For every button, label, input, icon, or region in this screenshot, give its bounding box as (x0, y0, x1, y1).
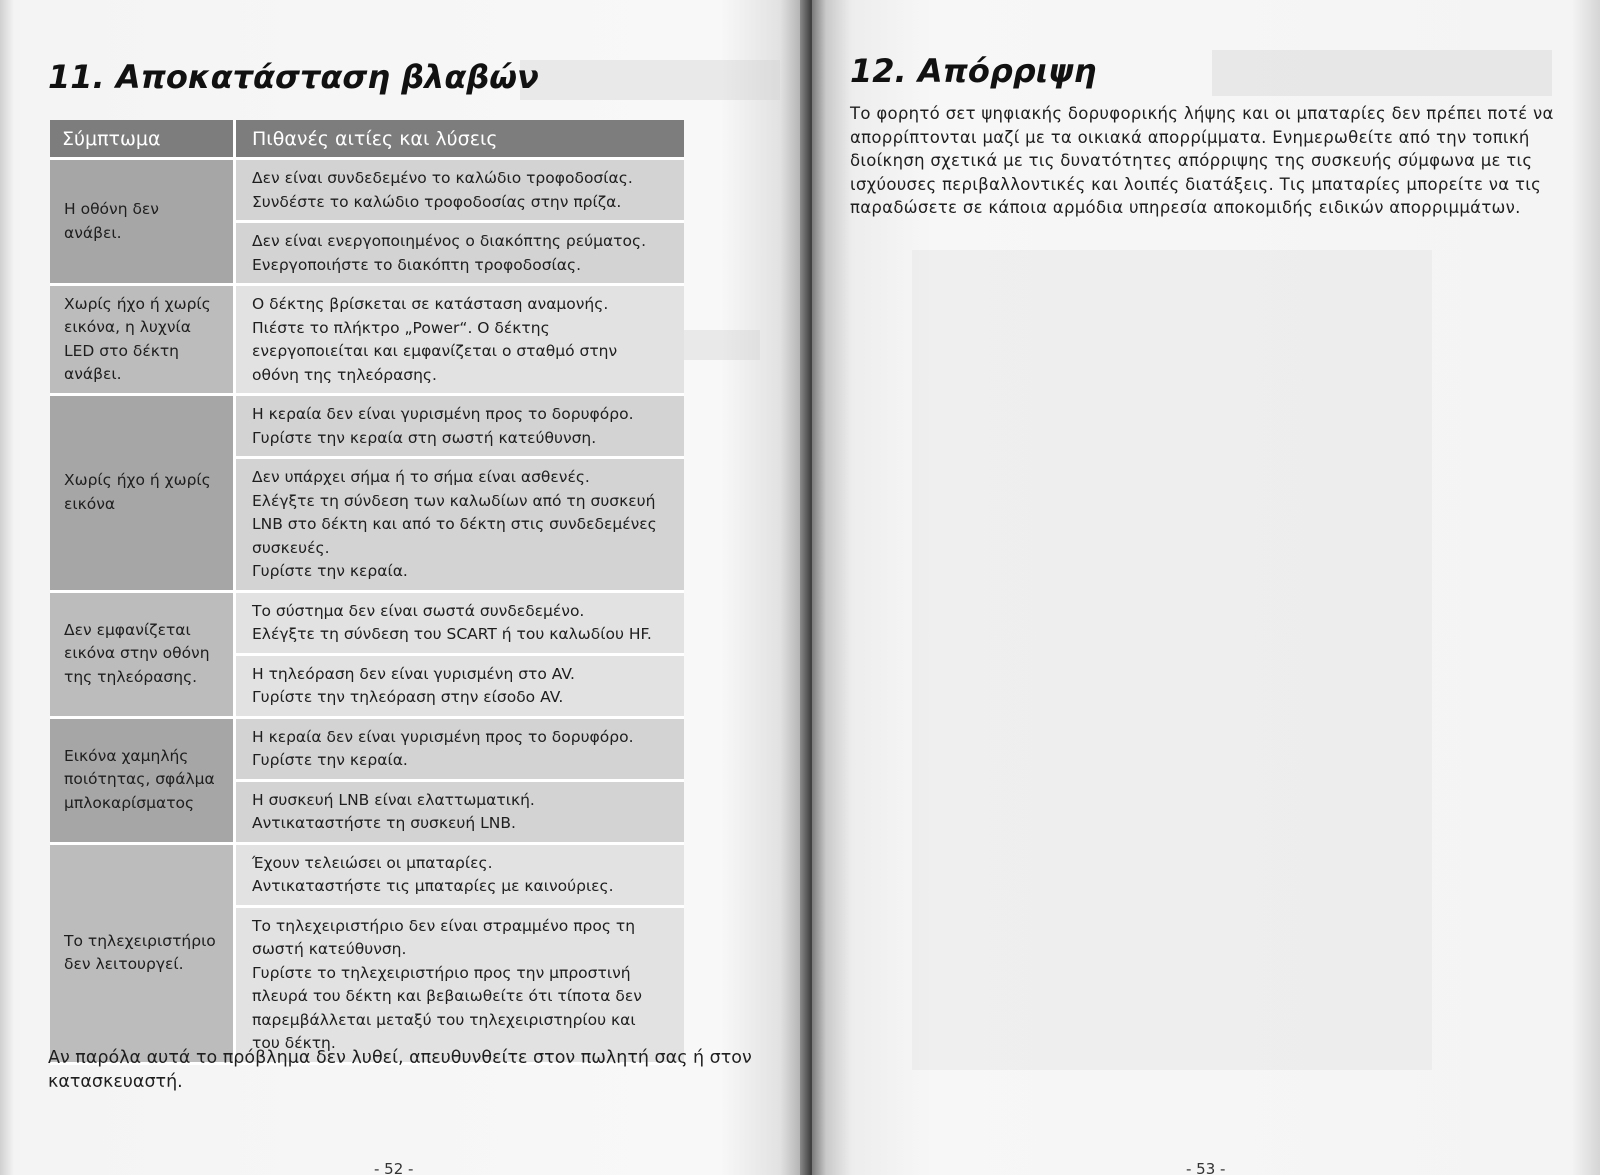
solution-cell (236, 845, 684, 908)
footer-note: Αν παρόλα αυτά το πρόβλημα δεν λυθεί, απευθυνθείτε στον πωλητή σας ή στον κατασκευαστή. (48, 1048, 752, 1092)
cause-text: Η κεραία δεν είναι γυρισμένη προς το δορυφόρο. (252, 405, 634, 423)
solution-cell (236, 908, 684, 1065)
symptom-cell: Χωρίς ήχο ή χωρίς εικόνα (50, 396, 236, 593)
show-through-shadow (1212, 50, 1552, 96)
symptom-cell: Δεν εμφανίζεται εικόνα στην οθόνη της τηλεόρασης. (50, 593, 236, 719)
remedy-text: Ελέγξτε τη σύνδεση του SCART ή του καλωδίου HF. (252, 625, 652, 643)
remedy-text: Γυρίστε την κεραία. (252, 751, 408, 769)
solution-cell (236, 656, 684, 719)
page-heading: 12. Απόρριψη (850, 52, 1097, 90)
symptom-cell: Εικόνα χαμηλής ποιότητας, σφάλμα μπλοκαρίσματος (50, 719, 236, 845)
table-header-row (50, 120, 684, 160)
right-page (812, 0, 1600, 1175)
solution-cell (236, 223, 684, 286)
table-row (50, 845, 684, 908)
solution-cell (236, 719, 684, 782)
symptom-cell: Το τηλεχειριστήριο δεν λειτουργεί. (50, 845, 236, 1065)
show-through-shadow (520, 60, 780, 100)
column-header-causes: Πιθανές αιτίες και λύσεις (236, 120, 684, 160)
disposal-paragraph: Το φορητό σετ ψηφιακής δορυφορικής λήψης και οι μπαταρίες δεν πρέπει ποτέ να απορρίπτονται μαζί με τα οικιακά απορρίμματα. Ενημερωθείτε από την τοπική διοίκηση σχετικά με τις δυνατότητες απόρριψης της συσκευής σύμφωνα με τις ισχύουσες περιβαλλοντικές και λοιπές διατάξεις. Τις μπαταρίες μπορείτε να τις παραδώσετε σε κάποια αρμόδια υπηρεσία αποκομιδής ειδικών απορριμμάτων. (850, 104, 1554, 217)
solution-cell (236, 782, 684, 845)
table-row (50, 396, 684, 459)
column-header-symptom: Σύμπτωμα (50, 120, 236, 160)
remedy-text: Αντικαταστήστε τη συσκευή LNB. (252, 814, 516, 832)
remedy-text: Πιέστε το πλήκτρο „Power“. Ο δέκτης ενεργοποιείται και εμφανίζεται ο σταθμό στην οθόνη της τηλεόρασης. (252, 318, 618, 384)
table-row (50, 286, 684, 396)
remedy-text: Αντικαταστήστε τις μπαταρίες με καινούριες. (252, 877, 614, 895)
show-through-shadow (912, 250, 1432, 1070)
remedy-text: Συνδέστε το καλώδιο τροφοδοσίας στην πρίζα. (252, 192, 622, 211)
page-heading: 11. Αποκατάσταση βλαβών (48, 58, 539, 96)
cause-text: Δεν υπάρχει σήμα ή το σήμα είναι ασθενές. (252, 468, 590, 486)
page-number: - 52 - (374, 1160, 414, 1175)
cause-text: Δεν είναι ενεργοποιημένος ο διακόπτης ρεύματος. (252, 232, 647, 250)
solution-cell (236, 593, 684, 656)
remedy-text: Γυρίστε την κεραία στη σωστή κατεύθυνση. (252, 428, 597, 447)
remedy-text: Γυρίστε την κεραία. (252, 562, 408, 580)
symptom-cell: Χωρίς ήχο ή χωρίς εικόνα, η λυχνία LED στο δέκτη ανάβει. (50, 286, 236, 396)
remedy-text: Γυρίστε το τηλεχειριστήριο προς την μπροστινή πλευρά του δέκτη και βεβαιωθείτε ότι τίποτα δεν παρεμβάλλεται μεταξύ του τηλεχειριστηρίου και του δέκτη. (252, 963, 642, 1052)
remedy-text: Ενεργοποιήστε το διακόπτη τροφοδοσίας. (252, 255, 582, 274)
solution-cell (236, 396, 684, 459)
remedy-text: Γυρίστε την τηλεόραση στην είσοδο AV. (252, 688, 564, 706)
solution-cell (236, 160, 684, 223)
cause-text: Το σύστημα δεν είναι σωστά συνδεδεμένο. (252, 601, 585, 620)
cause-text: Έχουν τελειώσει οι μπαταρίες. (252, 853, 493, 872)
cause-text: Η τηλεόραση δεν είναι γυρισμένη στο AV. (252, 664, 575, 683)
cause-text: Η συσκευή LNB είναι ελαττωματική. (252, 790, 535, 809)
troubleshooting-table (50, 120, 684, 1065)
remedy-text: Ελέγξτε τη σύνδεση των καλωδίων από τη συσκευή LNB στο δέκτη και από το δέκτη στις συνδεδεμένες συσκευές. (252, 491, 657, 557)
page-number: - 53 - (1186, 1160, 1226, 1175)
solution-cell (236, 459, 684, 593)
table-row (50, 593, 684, 656)
table-row (50, 719, 684, 782)
symptom-cell: Η οθόνη δεν ανάβει. (50, 160, 236, 286)
solution-cell (236, 286, 684, 396)
cause-text: Η κεραία δεν είναι γυρισμένη προς το δορυφόρο. (252, 727, 634, 746)
cause-text: Το τηλεχειριστήριο δεν είναι στραμμένο προς τη σωστή κατεύθυνση. (252, 916, 636, 958)
table-row (50, 160, 684, 223)
cause-text: Δεν είναι συνδεδεμένο το καλώδιο τροφοδοσίας. (252, 169, 633, 187)
cause-text: Ο δέκτης βρίσκεται σε κατάσταση αναμονής. (252, 295, 609, 313)
